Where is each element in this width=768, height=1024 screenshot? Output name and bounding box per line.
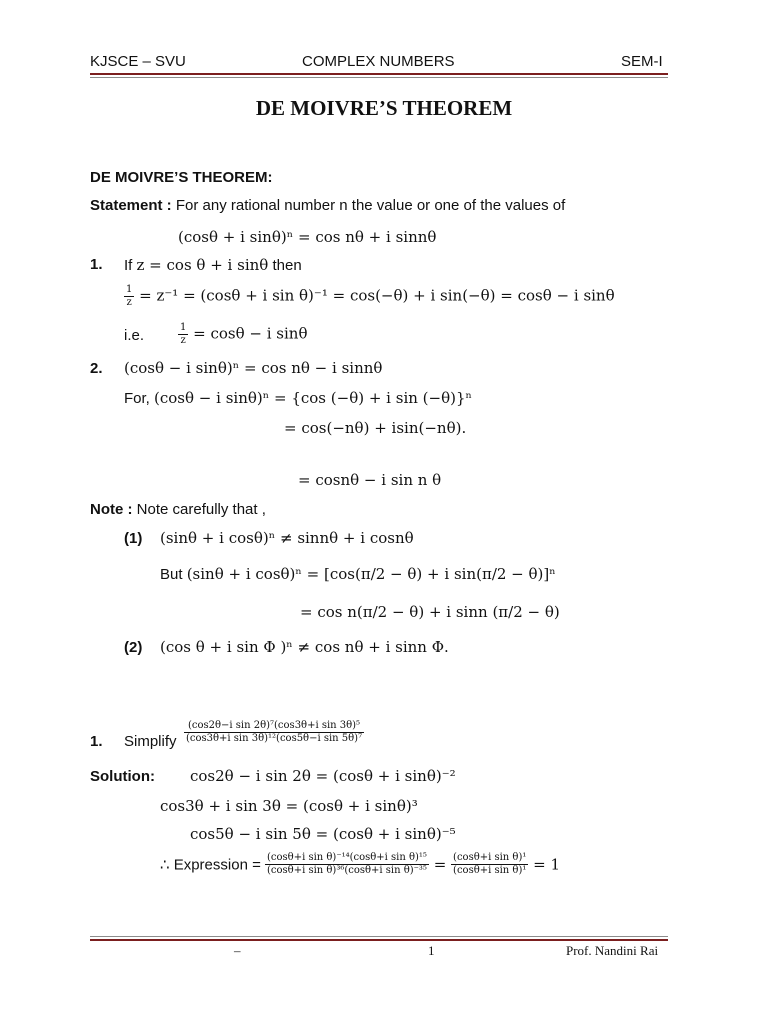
note2-line: (cos θ + i sin Φ )ⁿ ≠ cos nθ + i sinn Φ. bbox=[160, 638, 449, 656]
statement-line bbox=[90, 197, 565, 214]
item2-number: 2. bbox=[90, 360, 103, 377]
item1-line2-rest: = z⁻¹ = (cosθ + i sin θ)⁻¹ = cos(−θ) + i sin(−θ) = cosθ − i sinθ bbox=[134, 286, 615, 305]
expression-fraction-2 bbox=[451, 852, 528, 877]
page-number: 1 bbox=[428, 943, 435, 958]
note1-but-math: (sinθ + i cosθ)ⁿ = [cos(π/2 − θ) + i sin(π/2 − θ)]ⁿ bbox=[186, 565, 556, 583]
solution-line2: cos3θ + i sin 3θ = (cosθ + i sinθ)³ bbox=[160, 797, 418, 815]
item2-line2-pre: For, bbox=[124, 390, 155, 407]
footer-left: – bbox=[234, 943, 241, 958]
fraction-denominator: z bbox=[180, 335, 186, 346]
fraction-numerator: (cos2θ−i sin 2θ)⁷(cos3θ+i sin 3θ)⁵ bbox=[184, 720, 364, 733]
fraction-numerator: (cosθ+i sin θ)⁻¹⁴(cosθ+i sin θ)¹⁵ bbox=[267, 852, 427, 863]
expression-label: ∴ Expression = bbox=[160, 856, 266, 874]
item2-line2-math: (cosθ − i sinθ)ⁿ = {cos (−θ) + i sin (−θ)}ⁿ bbox=[154, 389, 473, 407]
fraction-numerator: (cosθ+i sin θ)¹ bbox=[453, 852, 527, 863]
note1-line: (sinθ + i cosθ)ⁿ ≠ sinnθ + i cosnθ bbox=[160, 529, 414, 547]
note1-but: But bbox=[160, 566, 187, 583]
item1-line1-pre: If bbox=[124, 257, 137, 274]
item1-line3-label: i.e. bbox=[124, 327, 145, 344]
item1-line2 bbox=[124, 284, 615, 309]
solution-label: Solution: bbox=[90, 768, 155, 785]
statement-label: Statement : bbox=[90, 197, 172, 214]
problem-expression bbox=[184, 720, 364, 745]
item1-number: 1. bbox=[90, 256, 103, 273]
item1-line1-math: z = cos θ + i sinθ bbox=[136, 256, 269, 274]
problem-label: Simplify bbox=[124, 733, 177, 750]
item2-line2 bbox=[124, 389, 472, 407]
header-left: KJSCE – SVU bbox=[90, 53, 186, 70]
note2-number: (2) bbox=[124, 639, 143, 656]
solution-line4 bbox=[160, 852, 560, 877]
header-right: SEM-I bbox=[621, 53, 663, 70]
item2-line3: = cos(−nθ) + isin(−nθ). bbox=[284, 419, 467, 437]
item2-line4: = cosnθ − i sin n θ bbox=[298, 471, 442, 489]
header-center: COMPLEX NUMBERS bbox=[302, 53, 455, 70]
item1-line3-rest: = cosθ − i sinθ bbox=[188, 324, 308, 343]
fraction-denominator: (cosθ+i sin θ)¹ bbox=[453, 865, 527, 876]
item1-line1 bbox=[124, 256, 302, 274]
statement-formula: (cosθ + i sinθ)ⁿ = cos nθ + i sinnθ bbox=[178, 228, 437, 246]
item1-line3 bbox=[178, 322, 308, 347]
problem-fraction bbox=[184, 720, 364, 745]
statement-text: For any rational number n the value or one of the values of bbox=[175, 197, 566, 214]
note1-but-line bbox=[160, 565, 556, 583]
item1-line1-post: then bbox=[268, 257, 302, 274]
item2-line1: (cosθ − i sinθ)ⁿ = cos nθ − i sinnθ bbox=[124, 359, 383, 377]
page-title: DE MOIVRE’S THEOREM bbox=[255, 96, 513, 120]
item1-line2-fraction bbox=[124, 284, 134, 309]
footer-rule-light bbox=[90, 936, 668, 937]
header-rule-light bbox=[90, 77, 668, 78]
note-label: Note : bbox=[90, 501, 133, 518]
note-line bbox=[90, 501, 266, 518]
problem-number: 1. bbox=[90, 733, 103, 750]
note1-result: = cos n(π/2 − θ) + i sinn (π/2 − θ) bbox=[300, 603, 560, 621]
fraction-numerator: 1 bbox=[180, 322, 187, 333]
fraction-denominator: z bbox=[126, 297, 132, 308]
expression-fraction-1 bbox=[265, 852, 429, 877]
section-heading: DE MOIVRE’S THEOREM: bbox=[90, 169, 273, 186]
fraction-numerator: 1 bbox=[126, 284, 133, 295]
item1-line3-fraction bbox=[178, 322, 188, 347]
solution-line3: cos5θ − i sin 5θ = (cosθ + i sinθ)⁻⁵ bbox=[190, 825, 456, 843]
footer-author: Prof. Nandini Rai bbox=[566, 943, 659, 958]
equals-sign: = bbox=[428, 855, 452, 874]
note1-number: (1) bbox=[124, 530, 143, 547]
solution-line1: cos2θ − i sin 2θ = (cosθ + i sinθ)⁻² bbox=[190, 767, 456, 785]
expression-result: = 1 bbox=[528, 855, 561, 874]
fraction-denominator: (cos3θ+i sin 3θ)¹²(cos5θ−i sin 5θ)⁷ bbox=[186, 733, 363, 744]
note-text: Note carefully that , bbox=[136, 501, 266, 518]
fraction-denominator: (cosθ+i sin θ)³⁶(cosθ+i sin θ)⁻³⁵ bbox=[267, 865, 427, 876]
footer-rule-dark bbox=[90, 939, 668, 941]
header-rule-dark bbox=[90, 73, 668, 75]
